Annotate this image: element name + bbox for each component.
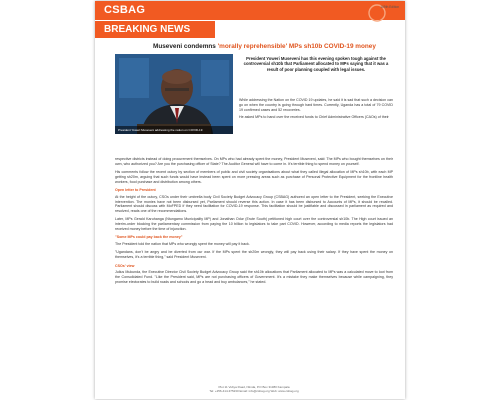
president-photo-image xyxy=(115,54,233,134)
edition-label: 169th Edition xyxy=(380,5,399,9)
subheading: CSOs' view xyxy=(115,263,135,268)
breaking-news-label: BREAKING NEWS xyxy=(104,24,191,35)
newsletter-page xyxy=(95,1,405,399)
president-photo xyxy=(115,54,233,134)
brand-name: CSBAG xyxy=(104,4,146,16)
footer-contacts: Tel: +256-414-375230 Email: info@csbag.org Web: www.csbag.org xyxy=(209,389,299,393)
body-paragraph: The President told the nation that MPs who wrongly spent the money will pay it back. xyxy=(115,242,250,247)
headline-highlight: 'morally reprehensible' MPs sh10b COVID-19 money xyxy=(217,43,376,50)
body-paragraph: respective districts instead of doing procurement themselves. On MPs who had already spent the money, President Museveni, said: The MPs who bought themselves on their own, who authorized you? Are you the purchasing officer of State? The Auditor General will have to come in. It's terrible thing to spend money on yourself. xyxy=(115,157,393,166)
body-paragraph: At the height of the outcry, CSOs under their umbrella body Civil Society Budget Advocacy Group (CSBAG) authored an open letter to the President, seeking the Executive intervention. The monies have not been disbursed yet, Parliament should reverse this action. In case it has been disbursed to Accounts of MPs, it should be recalled. Parliament should discuss with MoFPED if they need facilitation for COVID-19 response. This facilitation should be justifiable and discussed in parliament as required and resolved, reads one of the recommendations. xyxy=(115,194,393,214)
photo-caption: President Yoweri Museveni addressing the nation on COVID-19 xyxy=(115,126,233,134)
right-column-paragraph: While addressing the Nation on the COVID 19 updates, he said it is sad that such a decision can go on when the country is going through hard times. Currently, Uganda has a total of 79 COVID 19 confirmed cases and 52 recoveries. xyxy=(239,98,393,112)
article-headline xyxy=(153,43,376,50)
page-footer xyxy=(115,385,393,393)
right-column-paragraph: He asked MPs to hand over the received funds to Chief Administrative Officers (CAOs) of their xyxy=(239,115,389,120)
headline-prefix: Museveni condemns xyxy=(153,43,218,50)
footer-address: Plot 11 Vubya Road, Ntinda, P.O Box 31380 Kampala xyxy=(218,385,290,389)
brand-bar xyxy=(95,1,405,20)
body-paragraph: His comments follow the recent outcry by section of members of public and civil society organisations about what they called illegal allocation of MPs sh10b, with each MP getting sh20m, arguing that such funds would have instead been spent on more pressing areas such as purchase of Personal Protective Equipment for the frontline health workers, food purchase and distribution among others. xyxy=(115,170,393,184)
article-body xyxy=(115,157,393,288)
lead-paragraph: President Yoweri Museveni has this evening spoken tough against the controversial sh10b that Parliament allocated to MPs saying that it was a result of poor planning coupled with legal issues. xyxy=(243,56,389,72)
body-paragraph: "Ugandans, don't be angry and be diverted from our war. If the MPs spent the sh20m wrongly, they will pay back using their salary. If they have spent the money on themselves, it's a terrible thing," said President Museveni. xyxy=(115,250,393,260)
body-paragraph: Julius Mukunda, the Executive Director Civil Society Budget Advocacy Group said the sh10b allocations that Parliament allocated to MPs was a calculated move to loot from the Consolidated Fund. "Like the President said, MPs are not purchasing officers of Government. It's a mistake they make themselves because while campaigning, they promise electorates to build roads and schools and go a head and buy ambulances," he stated. xyxy=(115,270,393,284)
right-column xyxy=(239,98,393,123)
body-paragraph: Later, MPs Gerald Karuhanga (Ntungamo Municipality MP) and Jonathan Odur (Erute South) petitioned high court over the controversial sh10b. The High court issued an interim-order blocking the parliamentary commission from paying the 10 billion to legislators to take part COVID. However, according to media reports the legislators had received money before the time of injunction. xyxy=(115,217,393,232)
subheading: Open letter to President xyxy=(115,187,156,192)
subheading: "Some MPs could pay back the money" xyxy=(115,235,183,240)
breaking-news-banner xyxy=(95,21,215,38)
